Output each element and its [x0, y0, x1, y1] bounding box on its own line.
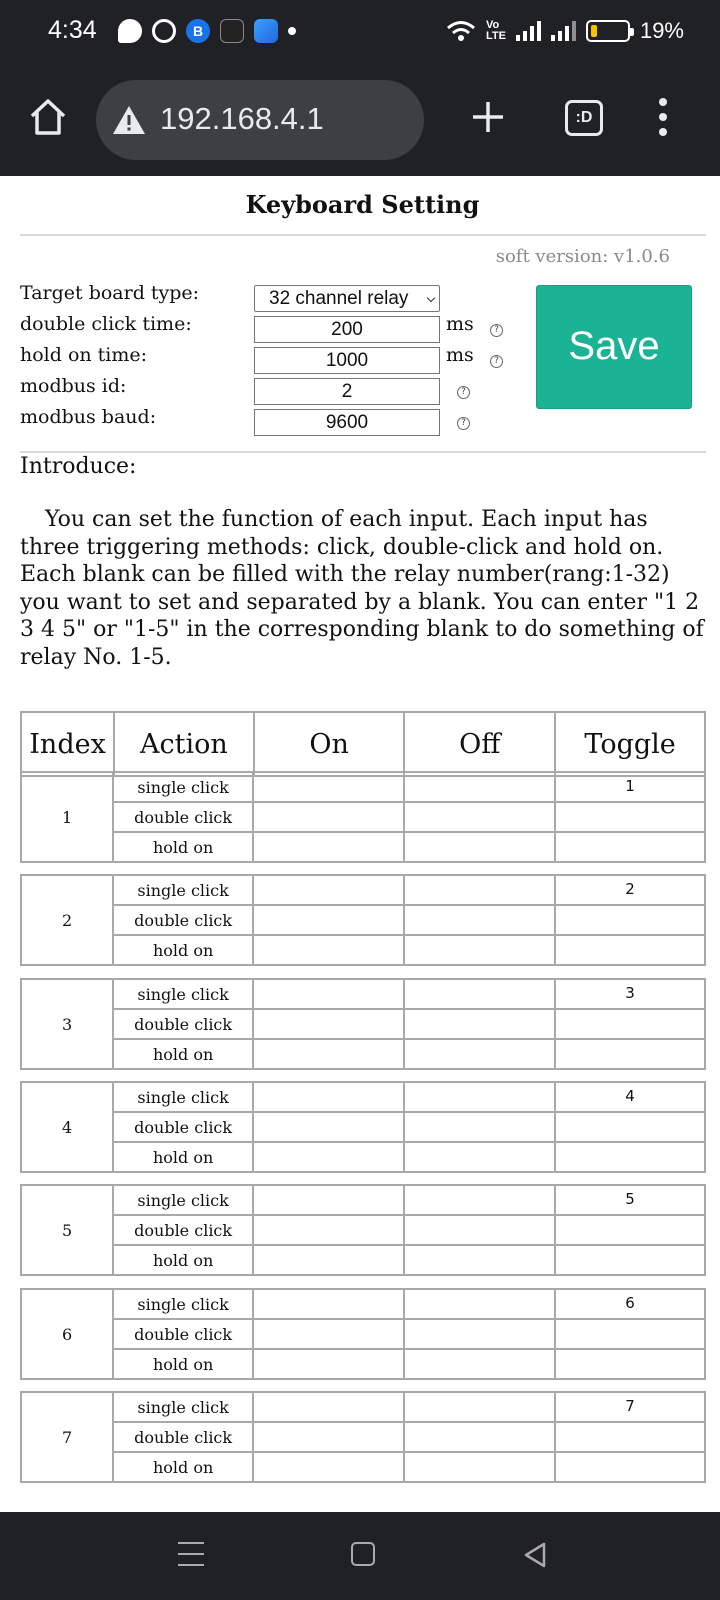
table-row	[21, 1452, 705, 1482]
toggle-input-cell[interactable]	[555, 1245, 705, 1275]
action-cell: double click	[113, 1422, 253, 1452]
on-input-cell[interactable]	[253, 1142, 404, 1172]
table-row	[21, 832, 705, 862]
off-input-cell[interactable]	[404, 1319, 555, 1349]
modbus-baud-label: modbus baud:	[20, 406, 157, 428]
off-input-cell[interactable]	[404, 875, 555, 905]
status-right	[446, 18, 684, 44]
table-header	[20, 711, 706, 777]
action-cell: double click	[113, 1112, 253, 1142]
address-bar[interactable]	[96, 80, 424, 160]
off-input-cell[interactable]	[404, 1245, 555, 1275]
on-input-cell[interactable]	[253, 802, 404, 832]
table-row	[21, 1319, 705, 1349]
off-input-cell[interactable]	[404, 1452, 555, 1482]
table-row	[21, 935, 705, 965]
off-input-cell[interactable]	[404, 1009, 555, 1039]
status-time: 4:34	[48, 16, 97, 44]
toggle-input-cell[interactable]	[555, 1452, 705, 1482]
table-row	[21, 905, 705, 935]
chevron-down-icon	[427, 294, 435, 302]
table-row	[21, 802, 705, 832]
board-type-label: Target board type:	[20, 282, 200, 304]
off-input-cell[interactable]	[404, 979, 555, 1009]
on-input-cell[interactable]	[253, 979, 404, 1009]
on-input-cell[interactable]	[253, 1349, 404, 1379]
toggle-input-cell[interactable]: 6	[555, 1289, 705, 1319]
navigation-bar	[0, 1512, 720, 1600]
toggle-input-cell[interactable]: 2	[555, 875, 705, 905]
toggle-input-cell[interactable]	[555, 1039, 705, 1069]
off-input-cell[interactable]	[404, 1215, 555, 1245]
off-input-cell[interactable]	[404, 1392, 555, 1422]
action-cell: double click	[113, 802, 253, 832]
table-row	[21, 1009, 705, 1039]
divider	[20, 234, 706, 236]
recent-apps-icon[interactable]	[178, 1542, 204, 1575]
action-cell: hold on	[113, 935, 253, 965]
nav-home-icon[interactable]	[351, 1542, 375, 1566]
action-cell: double click	[113, 1319, 253, 1349]
index-cell: 4	[21, 1082, 113, 1172]
index-cell: 5	[21, 1185, 113, 1275]
on-input-cell[interactable]	[253, 1215, 404, 1245]
toggle-input-cell[interactable]	[555, 1112, 705, 1142]
action-cell: single click	[113, 1185, 253, 1215]
table-row	[21, 1289, 705, 1319]
on-input-cell[interactable]	[253, 935, 404, 965]
table-row	[21, 1245, 705, 1275]
action-cell: hold on	[113, 1349, 253, 1379]
off-input-cell[interactable]	[404, 1349, 555, 1379]
on-input-cell[interactable]	[253, 1392, 404, 1422]
hold-on-label: hold on time:	[20, 344, 148, 366]
on-input-cell[interactable]	[253, 1112, 404, 1142]
off-input-cell[interactable]	[404, 802, 555, 832]
board-type-value: 32 channel relay	[269, 288, 409, 309]
table-row	[21, 1112, 705, 1142]
index-cell: 2	[21, 875, 113, 965]
modbus-baud-input[interactable]: 9600	[254, 409, 440, 436]
divider	[20, 451, 706, 453]
signal-icon-2	[551, 21, 576, 41]
more-menu-icon[interactable]	[648, 98, 678, 138]
toggle-input-cell[interactable]	[555, 832, 705, 862]
b-app-icon: B	[186, 19, 210, 43]
hold-on-unit: ms	[446, 344, 474, 366]
on-input-cell[interactable]	[253, 1452, 404, 1482]
action-cell: single click	[113, 1082, 253, 1112]
action-cell: hold on	[113, 1245, 253, 1275]
on-input-cell[interactable]	[253, 772, 404, 802]
input-group-table	[20, 1288, 706, 1380]
toggle-input-cell[interactable]	[555, 905, 705, 935]
on-input-cell[interactable]	[253, 1245, 404, 1275]
home-icon[interactable]	[28, 97, 68, 137]
soft-version: soft version: v1.0.6	[495, 246, 670, 267]
browser-toolbar	[0, 64, 720, 176]
table-row	[21, 1349, 705, 1379]
action-cell: hold on	[113, 1452, 253, 1482]
table-row	[21, 1392, 705, 1422]
action-cell: hold on	[113, 1039, 253, 1069]
off-input-cell[interactable]	[404, 1422, 555, 1452]
off-input-cell[interactable]	[404, 832, 555, 862]
toggle-input-cell[interactable]	[555, 802, 705, 832]
signal-icon	[516, 21, 541, 41]
blue-app-icon	[254, 19, 278, 43]
action-cell: hold on	[113, 832, 253, 862]
url-text[interactable]: 192.168.4.1	[160, 101, 324, 136]
table-row	[21, 1082, 705, 1112]
off-input-cell[interactable]	[404, 1039, 555, 1069]
input-group-table	[20, 1184, 706, 1276]
intro-text: You can set the function of each input. Each input has three triggering methods: click, double-click and hold on. Each blank can be filled with the relay number(rang:1-32) you want to set and separated by a blank. You can enter "1 2 3 4 5" or "1-5" in the corresponding blank to do something of relay No. 1-5.	[20, 507, 704, 670]
input-group-table	[20, 771, 706, 863]
on-input-cell[interactable]	[253, 1039, 404, 1069]
table-row	[21, 1039, 705, 1069]
help-icon[interactable]: ?	[490, 324, 503, 337]
input-group-table	[20, 1081, 706, 1173]
on-input-cell[interactable]	[253, 1289, 404, 1319]
chat-icon	[118, 19, 142, 43]
toggle-input-cell[interactable]	[555, 1319, 705, 1349]
table-row	[21, 1185, 705, 1215]
toggle-input-cell[interactable]: 1	[555, 772, 705, 802]
help-icon[interactable]: ?	[457, 386, 470, 399]
wifi-icon	[446, 19, 476, 43]
toggle-input-cell[interactable]	[555, 1009, 705, 1039]
index-cell: 6	[21, 1289, 113, 1379]
help-icon[interactable]: ?	[457, 417, 470, 430]
toggle-input-cell[interactable]: 4	[555, 1082, 705, 1112]
header-off: Off	[404, 712, 555, 776]
intro-title: Introduce:	[20, 454, 137, 479]
on-input-cell[interactable]	[253, 875, 404, 905]
action-cell: single click	[113, 875, 253, 905]
table-row	[21, 1422, 705, 1452]
table-row	[21, 875, 705, 905]
toggle-input-cell[interactable]: 3	[555, 979, 705, 1009]
action-cell: double click	[113, 905, 253, 935]
volte-icon: Vo LTE	[485, 19, 506, 42]
page-content	[0, 176, 720, 1512]
header-toggle: Toggle	[555, 712, 705, 776]
double-click-unit: ms	[446, 313, 474, 335]
action-cell: single click	[113, 1392, 253, 1422]
off-input-cell[interactable]	[404, 1289, 555, 1319]
double-click-time-input[interactable]: 200	[254, 316, 440, 343]
modbus-id-label: modbus id:	[20, 375, 127, 397]
action-cell: hold on	[113, 1142, 253, 1172]
header-action: Action	[114, 712, 254, 776]
off-input-cell[interactable]	[404, 1142, 555, 1172]
on-input-cell[interactable]	[253, 1009, 404, 1039]
off-input-cell[interactable]	[404, 935, 555, 965]
toggle-input-cell[interactable]	[555, 1142, 705, 1172]
on-input-cell[interactable]	[253, 1422, 404, 1452]
more-dot-icon	[288, 27, 296, 35]
header-index: Index	[21, 712, 114, 776]
input-group-table	[20, 978, 706, 1070]
off-input-cell[interactable]	[404, 772, 555, 802]
off-input-cell[interactable]	[404, 1185, 555, 1215]
battery-icon	[586, 20, 630, 42]
toggle-input-cell[interactable]	[555, 935, 705, 965]
help-icon[interactable]: ?	[490, 355, 503, 368]
action-cell: double click	[113, 1009, 253, 1039]
action-cell: single click	[113, 1289, 253, 1319]
page-title: Keyboard Setting	[245, 190, 480, 219]
toggle-input-cell[interactable]	[555, 1215, 705, 1245]
warning-icon[interactable]	[112, 104, 146, 136]
header-on: On	[254, 712, 405, 776]
input-group-table	[20, 1391, 706, 1483]
whatsapp-icon	[152, 19, 176, 43]
off-input-cell[interactable]	[404, 905, 555, 935]
action-cell: single click	[113, 772, 253, 802]
board-type-select[interactable]	[254, 285, 440, 312]
on-input-cell[interactable]	[253, 1319, 404, 1349]
on-input-cell[interactable]	[253, 1082, 404, 1112]
notification-icons	[118, 19, 296, 43]
table-row	[21, 979, 705, 1009]
new-tab-icon[interactable]	[468, 97, 508, 137]
table-row	[21, 772, 705, 802]
index-cell: 3	[21, 979, 113, 1069]
index-cell: 7	[21, 1392, 113, 1482]
on-input-cell[interactable]	[253, 832, 404, 862]
on-input-cell[interactable]	[253, 905, 404, 935]
double-click-label: double click time:	[20, 313, 192, 335]
off-input-cell[interactable]	[404, 1112, 555, 1142]
tab-switcher-button[interactable]: :D	[565, 100, 603, 136]
toggle-input-cell[interactable]: 7	[555, 1392, 705, 1422]
save-button[interactable]: Save	[536, 285, 692, 409]
action-cell: double click	[113, 1215, 253, 1245]
action-cell: single click	[113, 979, 253, 1009]
status-bar	[0, 0, 720, 64]
input-group-table	[20, 874, 706, 966]
toggle-input-cell[interactable]	[555, 1422, 705, 1452]
table-row	[21, 1215, 705, 1245]
index-cell: 1	[21, 772, 113, 862]
toggle-input-cell[interactable]	[555, 1349, 705, 1379]
hold-on-time-input[interactable]: 1000	[254, 347, 440, 374]
on-input-cell[interactable]	[253, 1185, 404, 1215]
battery-percent: 19%	[639, 18, 684, 43]
sony-liv-icon	[220, 19, 244, 43]
modbus-id-input[interactable]: 2	[254, 378, 440, 405]
table-row	[21, 1142, 705, 1172]
toggle-input-cell[interactable]: 5	[555, 1185, 705, 1215]
off-input-cell[interactable]	[404, 1082, 555, 1112]
back-icon[interactable]	[520, 1540, 550, 1570]
